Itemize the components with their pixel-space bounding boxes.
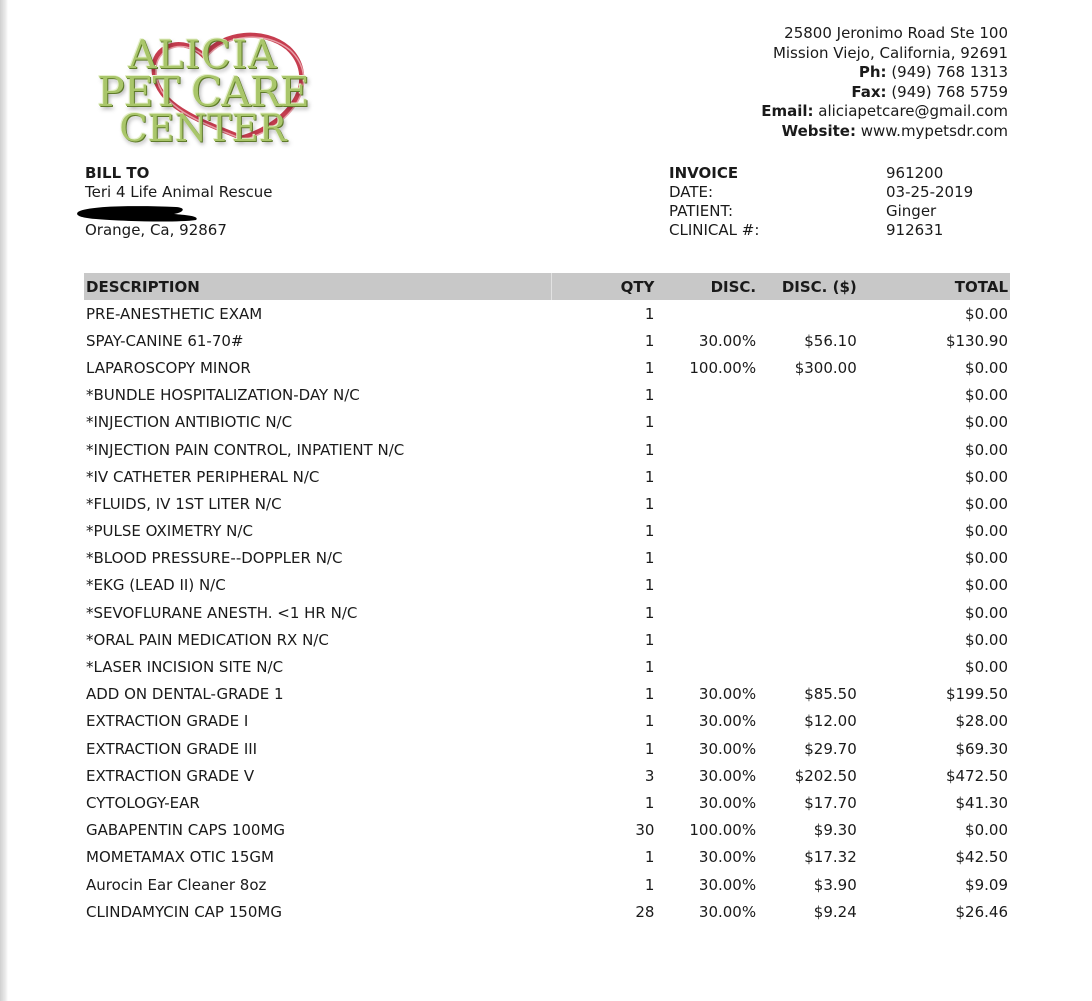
website-value[interactable]: www.mypetsdr.com — [860, 121, 1008, 140]
cell-disc-amount — [756, 545, 857, 572]
cell-total: $0.00 — [965, 494, 1008, 513]
email-line — [761, 102, 1008, 122]
fax-value: (949) 768 5759 — [891, 82, 1008, 101]
patient-label: PATIENT: — [669, 202, 734, 220]
cell-disc-amount — [756, 518, 857, 545]
table-row — [84, 327, 1010, 354]
cell-qty: 28 — [635, 902, 655, 921]
cell-qty: 1 — [644, 304, 655, 323]
invoice-labels — [669, 164, 759, 240]
cell-disc-amount — [756, 599, 857, 626]
cell-total: $0.00 — [965, 413, 1008, 432]
cell-total: $28.00 — [955, 712, 1008, 731]
cell-total: $26.46 — [955, 902, 1008, 921]
table-row — [84, 436, 1010, 463]
fax-label: Fax: — [851, 82, 887, 101]
cell-total: $0.00 — [965, 304, 1008, 323]
cell-qty: 1 — [644, 685, 655, 704]
cell-qty: 1 — [644, 848, 655, 867]
cell-qty: 1 — [644, 522, 655, 541]
cell-description: SPAY-CANINE 61-70# — [86, 331, 244, 350]
cell-disc-amount: $202.50 — [794, 766, 857, 785]
header-total: TOTAL — [857, 273, 1010, 300]
table-row — [84, 762, 1010, 789]
cell-description: *EKG (LEAD II) N/C — [86, 576, 226, 595]
cell-disc: 30.00% — [698, 848, 757, 867]
invoice-number: 961200 — [886, 164, 944, 182]
cell-qty: 1 — [644, 712, 655, 731]
cell-disc-amount: $3.90 — [813, 875, 857, 894]
table-row — [84, 382, 1010, 409]
cell-disc-amount — [756, 382, 857, 409]
website-label: Website: — [781, 121, 856, 140]
cell-qty: 1 — [644, 440, 655, 459]
cell-total: $0.00 — [965, 358, 1008, 377]
cell-disc-amount — [756, 463, 857, 490]
clinic-address-block — [761, 24, 1008, 142]
cell-qty: 1 — [644, 576, 655, 595]
cell-disc — [654, 409, 756, 436]
cell-total: $0.00 — [965, 821, 1008, 840]
cell-disc-amount — [756, 572, 857, 599]
table-row — [84, 409, 1010, 436]
cell-disc-amount: $9.30 — [813, 821, 857, 840]
cell-qty: 30 — [635, 821, 655, 840]
table-row — [84, 572, 1010, 599]
cell-total: $199.50 — [945, 685, 1008, 704]
cell-disc — [654, 545, 756, 572]
cell-description: *PULSE OXIMETRY N/C — [86, 522, 253, 541]
cell-total: $0.00 — [965, 467, 1008, 486]
cell-qty: 1 — [644, 793, 655, 812]
patient-name: Ginger — [886, 202, 937, 220]
table-row — [84, 354, 1010, 381]
cell-description: EXTRACTION GRADE III — [86, 739, 258, 758]
cell-qty: 1 — [644, 413, 655, 432]
cell-disc-amount — [756, 409, 857, 436]
cell-disc — [654, 518, 756, 545]
cell-description: *SEVOFLURANE ANESTH. <1 HR N/C — [86, 603, 358, 622]
bill-to-block — [85, 164, 273, 240]
cell-description: *BUNDLE HOSPITALIZATION-DAY N/C — [86, 386, 360, 405]
page-edge-shadow — [0, 0, 8, 1001]
cell-qty: 1 — [644, 549, 655, 568]
cell-qty: 1 — [644, 875, 655, 894]
cell-description: EXTRACTION GRADE V — [86, 766, 255, 785]
header-description: DESCRIPTION — [84, 273, 552, 300]
table-row — [84, 653, 1010, 680]
cell-total: $0.00 — [965, 386, 1008, 405]
cell-total: $130.90 — [945, 331, 1008, 350]
cell-disc — [654, 599, 756, 626]
cell-description: *BLOOD PRESSURE--DOPPLER N/C — [86, 549, 343, 568]
cell-disc: 30.00% — [698, 685, 757, 704]
cell-disc: 30.00% — [698, 766, 757, 785]
cell-total: $0.00 — [965, 630, 1008, 649]
clinic-logo — [92, 26, 314, 150]
cell-qty: 1 — [644, 358, 655, 377]
cell-description: *FLUIDS, IV 1ST LITER N/C — [86, 494, 282, 513]
email-value[interactable]: aliciapetcare@gmail.com — [818, 102, 1008, 121]
header-qty: QTY — [552, 273, 655, 300]
cell-qty: 1 — [644, 331, 655, 350]
header-disc: DISC. — [654, 273, 756, 300]
cell-disc: 30.00% — [698, 902, 757, 921]
cell-qty: 1 — [644, 739, 655, 758]
phone-label: Ph: — [858, 63, 887, 82]
cell-disc-amount — [756, 626, 857, 653]
redaction-mark — [76, 204, 200, 222]
cell-disc — [654, 626, 756, 653]
table-row — [84, 300, 1010, 327]
table-row — [84, 463, 1010, 490]
table-header-row — [84, 273, 1010, 300]
cell-total: $0.00 — [965, 440, 1008, 459]
address-line-2: Mission Viejo, California, 92691 — [772, 43, 1008, 62]
date-label: DATE: — [669, 183, 714, 201]
cell-disc-amount — [756, 653, 857, 680]
table-row — [84, 599, 1010, 626]
table-row — [84, 681, 1010, 708]
cell-disc-amount: $17.70 — [804, 793, 857, 812]
phone-line — [761, 63, 1008, 83]
cell-disc: 30.00% — [698, 739, 757, 758]
cell-disc — [654, 300, 756, 327]
clinical-number: 912631 — [886, 221, 944, 239]
cell-description: CYTOLOGY-EAR — [86, 793, 200, 812]
cell-disc: 100.00% — [689, 358, 757, 377]
cell-description: EXTRACTION GRADE I — [86, 712, 249, 731]
cell-disc: 30.00% — [698, 793, 757, 812]
cell-disc-amount: $17.32 — [804, 848, 857, 867]
bill-to-heading: BILL TO — [85, 164, 150, 182]
table-row — [84, 844, 1010, 871]
cell-disc — [654, 572, 756, 599]
invoice-date: 03-25-2019 — [886, 183, 974, 201]
cell-description: MOMETAMAX OTIC 15GM — [86, 848, 274, 867]
cell-total: $0.00 — [965, 522, 1008, 541]
cell-qty: 3 — [644, 766, 655, 785]
address-line-1: 25800 Jeronimo Road Ste 100 — [784, 24, 1008, 42]
table-row — [84, 545, 1010, 572]
table-row — [84, 490, 1010, 517]
cell-disc-amount: $29.70 — [804, 739, 857, 758]
table-row — [84, 871, 1010, 898]
phone-value: (949) 768 1313 — [891, 63, 1008, 82]
cell-disc — [654, 653, 756, 680]
invoice-label: INVOICE — [669, 164, 739, 182]
bill-to-name: Teri 4 Life Animal Rescue — [85, 183, 273, 201]
cell-qty: 1 — [644, 494, 655, 513]
header-disc-amount: DISC. ($) — [756, 273, 857, 300]
cell-total: $69.30 — [955, 739, 1008, 758]
cell-disc: 100.00% — [689, 821, 757, 840]
cell-disc-amount: $300.00 — [794, 358, 857, 377]
table-row — [84, 789, 1010, 816]
cell-disc-amount: $12.00 — [804, 712, 857, 731]
cell-disc — [654, 463, 756, 490]
cell-qty: 1 — [644, 386, 655, 405]
cell-disc-amount: $85.50 — [804, 685, 857, 704]
cell-total: $0.00 — [965, 576, 1008, 595]
clinical-label: CLINICAL #: — [669, 221, 760, 239]
cell-disc-amount: $56.10 — [804, 331, 857, 350]
invoice-values — [886, 164, 973, 240]
table-row — [84, 735, 1010, 762]
line-items-table — [84, 273, 1010, 925]
cell-description: *INJECTION ANTIBIOTIC N/C — [86, 413, 293, 432]
cell-description: *LASER INCISION SITE N/C — [86, 658, 284, 677]
logo-line-2: PET CARE — [97, 68, 309, 116]
cell-disc — [654, 436, 756, 463]
table-row — [84, 817, 1010, 844]
email-label: Email: — [761, 102, 814, 121]
cell-description: *INJECTION PAIN CONTROL, INPATIENT N/C — [86, 440, 405, 459]
cell-total: $0.00 — [965, 549, 1008, 568]
cell-disc — [654, 382, 756, 409]
cell-total: $42.50 — [955, 848, 1008, 867]
cell-disc-amount — [756, 300, 857, 327]
table-row — [84, 898, 1010, 925]
cell-total: $9.09 — [965, 875, 1008, 894]
cell-disc: 30.00% — [698, 331, 757, 350]
cell-total: $0.00 — [965, 658, 1008, 677]
cell-qty: 1 — [644, 630, 655, 649]
cell-total: $0.00 — [965, 603, 1008, 622]
cell-disc-amount — [756, 490, 857, 517]
cell-qty: 1 — [644, 603, 655, 622]
table-row — [84, 708, 1010, 735]
bill-to-city: Orange, Ca, 92867 — [85, 221, 227, 239]
fax-line — [761, 83, 1008, 103]
table-row — [84, 518, 1010, 545]
cell-description: GABAPENTIN CAPS 100MG — [86, 821, 286, 840]
table-row — [84, 626, 1010, 653]
cell-disc-amount — [756, 436, 857, 463]
website-line — [761, 122, 1008, 142]
cell-disc — [654, 490, 756, 517]
cell-total: $41.30 — [955, 793, 1008, 812]
cell-description: ADD ON DENTAL-GRADE 1 — [86, 685, 284, 704]
logo-line-3: CENTER — [119, 107, 287, 150]
cell-qty: 1 — [644, 467, 655, 486]
cell-total: $472.50 — [945, 766, 1008, 785]
cell-description: CLINDAMYCIN CAP 150MG — [86, 902, 282, 921]
cell-description: PRE-ANESTHETIC EXAM — [86, 304, 263, 323]
cell-qty: 1 — [644, 658, 655, 677]
cell-disc: 30.00% — [698, 712, 757, 731]
logo-line-1: ALICIA — [128, 33, 278, 78]
cell-disc: 30.00% — [698, 875, 757, 894]
cell-description: LAPAROSCOPY MINOR — [86, 358, 251, 377]
cell-description: *IV CATHETER PERIPHERAL N/C — [86, 467, 320, 486]
cell-description: *ORAL PAIN MEDICATION RX N/C — [86, 630, 329, 649]
cell-disc-amount: $9.24 — [813, 902, 857, 921]
cell-description: Aurocin Ear Cleaner 8oz — [86, 875, 267, 894]
table-body — [84, 300, 1010, 925]
